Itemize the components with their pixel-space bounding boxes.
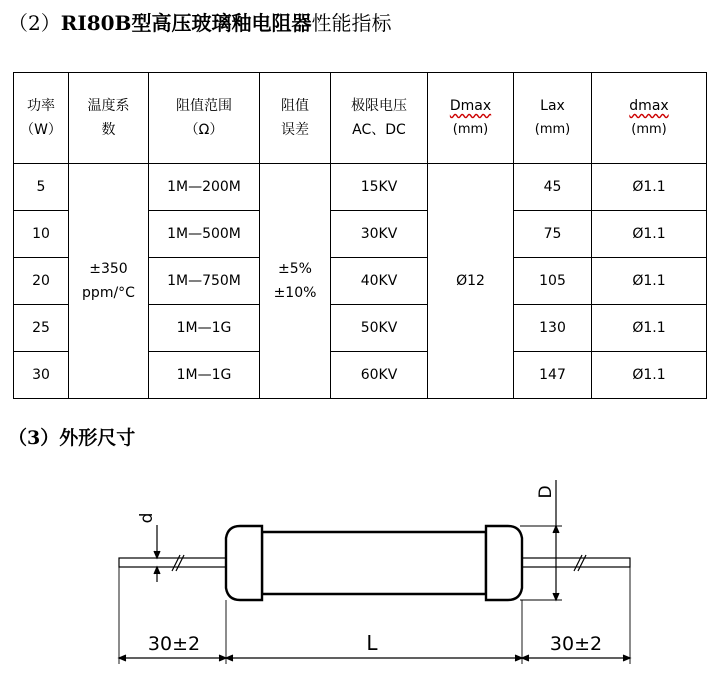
header-body-diameter: Dmax (mm) xyxy=(428,73,514,164)
left-end-cap xyxy=(226,526,262,600)
cell-lead-diameter: Ø1.1 xyxy=(592,211,707,258)
section-3-heading: （3）外形尺寸 xyxy=(8,427,136,449)
table-header-row xyxy=(14,73,707,164)
spec-table xyxy=(13,72,707,399)
label-lead-left: 30±2 xyxy=(147,633,201,655)
right-lead xyxy=(518,558,630,567)
header-voltage: 极限电压 AC、DC xyxy=(331,73,428,164)
resistor-body xyxy=(262,532,486,594)
label-L: L xyxy=(366,631,378,655)
label-d: d xyxy=(137,512,157,524)
label-D: D xyxy=(536,485,556,499)
table-row xyxy=(14,164,707,211)
section-2-heading xyxy=(8,8,391,38)
left-lead xyxy=(119,558,229,567)
cell-voltage: 40KV xyxy=(331,258,428,305)
cell-range: 1M—200M xyxy=(149,164,260,211)
cell-lead-diameter: Ø1.1 xyxy=(592,164,707,211)
cell-lead-diameter: Ø1.1 xyxy=(592,258,707,305)
cell-power: 10 xyxy=(14,211,69,258)
cell-length: 105 xyxy=(514,258,592,305)
cell-length: 130 xyxy=(514,305,592,352)
cell-lead-diameter: Ø1.1 xyxy=(592,352,707,399)
cell-temp-coeff: ±350 ppm/°C xyxy=(69,164,149,399)
header-length: Lax (mm) xyxy=(514,73,592,164)
cell-voltage: 15KV xyxy=(331,164,428,211)
header-lead-diameter: dmax (mm) xyxy=(592,73,707,164)
section-2-title-rest: 性能指标 xyxy=(311,11,392,35)
cell-range: 1M—1G xyxy=(149,352,260,399)
section-2-prefix: （2） xyxy=(8,11,61,35)
cell-voltage: 50KV xyxy=(331,305,428,352)
cell-power: 5 xyxy=(14,164,69,211)
header-resistance-range: 阻值范围 （Ω） xyxy=(149,73,260,164)
cell-lead-diameter: Ø1.1 xyxy=(592,305,707,352)
cell-body-diameter: Ø12 xyxy=(428,164,514,399)
cell-power: 25 xyxy=(14,305,69,352)
cell-power: 20 xyxy=(14,258,69,305)
header-temp-coeff: 温度系 数 xyxy=(69,73,149,164)
cell-length: 45 xyxy=(514,164,592,211)
cell-range: 1M—1G xyxy=(149,305,260,352)
cell-range: 1M—500M xyxy=(149,211,260,258)
cell-voltage: 60KV xyxy=(331,352,428,399)
label-lead-right: 30±2 xyxy=(549,633,603,655)
resistor-dimension-drawing xyxy=(0,460,718,688)
section-2-model: RI80B xyxy=(60,11,132,35)
cell-power: 30 xyxy=(14,352,69,399)
cell-length: 75 xyxy=(514,211,592,258)
cell-tolerance: ±5% ±10% xyxy=(260,164,331,399)
cell-length: 147 xyxy=(514,352,592,399)
cell-voltage: 30KV xyxy=(331,211,428,258)
section-2-title-bold: 型高压玻璃釉电阻器 xyxy=(131,11,312,35)
header-tolerance: 阻值 误差 xyxy=(260,73,331,164)
right-end-cap xyxy=(486,526,522,600)
header-power: 功率 （W） xyxy=(14,73,69,164)
cell-range: 1M—750M xyxy=(149,258,260,305)
